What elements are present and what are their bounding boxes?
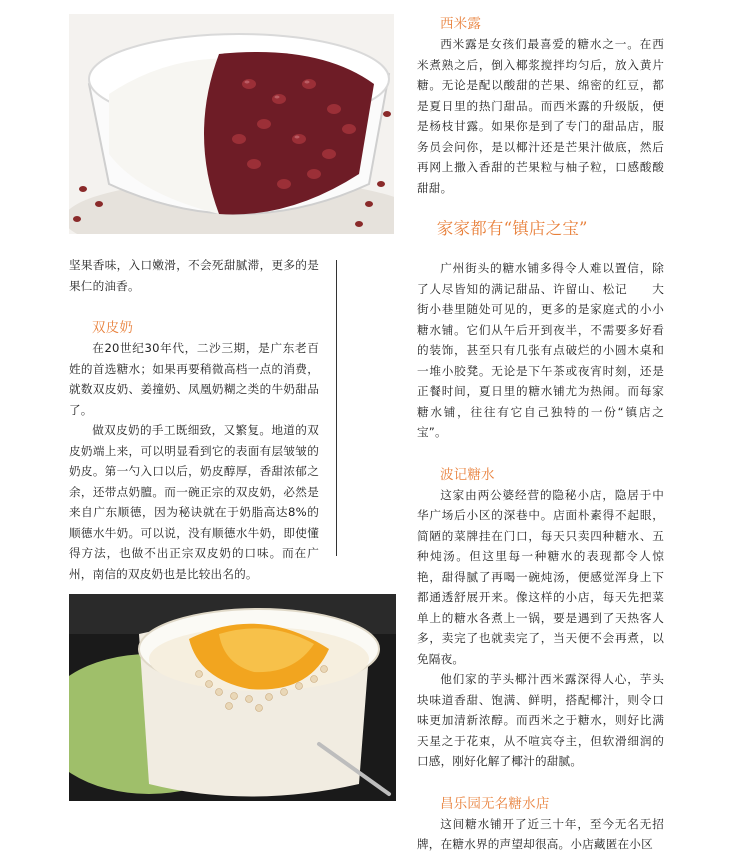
shuangpinai-title: 双皮奶 <box>91 320 134 336</box>
column-divider <box>336 260 337 556</box>
ximilu-title: 西米露 <box>439 16 482 32</box>
boji-paragraph-2: 他们家的芋头椰汁西米露深得人心，芋头块味道香甜、饱满、鲜明，搭配椰汁，则令口味更加清新浓醇。而西米之于糖水，则好比满天星之于花束，从不喧宾夺主，但软滑细润的口感，刚好化解了椰汁的甜腻。 <box>417 672 664 768</box>
shuangpinai-paragraph-1: 在20世纪30年代，二沙三期，是广东老百姓的首选糖水；如果再要稍微高档一点的消费，就数双皮奶、姜撞奶、凤凰奶糊之类的牛奶甜品了。 <box>69 341 319 417</box>
left-column <box>69 255 319 584</box>
ximilu-paragraph-1: 西米露是女孩们最喜爱的糖水之一。在西米煮熟之后，倒入椰浆搅拌均匀后，放入黄片糖。无论是配以酸甜的芒果、绵密的红豆，都是夏日里的热门甜品。而西米露的升级版，便是杨枝甘露。如果你是到了专门的甜品店，服务员会问你，是以椰汁还是芒果汁做底，然后再网上撒入香甜的芒果粒与柚子粒，口感酸酸甜甜。 <box>417 37 664 195</box>
intro-paragraph: 坚果香味，入口嫩滑，不会死甜腻滞，更多的是果仁的油香。 <box>69 258 319 293</box>
changleyuan-title: 昌乐园无名糖水店 <box>439 795 550 812</box>
red-bean-dessert-photo <box>69 14 394 234</box>
section-title: 家家都有“镇店之宝” <box>436 219 588 238</box>
shuangpinai-paragraph-2: 做双皮奶的手工既细致，又繁复。地道的双皮奶端上来，可以明显看到它的表面有层皱皱的奶皮。第一勺入口以后，奶皮醇厚，香甜浓郁之余，还带点奶膻。而一碗正宗的双皮奶，必然是来自广东顺德，因为秘诀就在于奶脂高达8%的顺德水牛奶。可以说，没有顺德水牛奶，即使懂得方法，也做不出正宗双皮奶的口味。而在广州，南信的双皮奶也是比较出名的。 <box>69 423 319 581</box>
right-column <box>417 14 664 855</box>
mango-sago-photo <box>69 594 396 801</box>
boji-title: 波记糖水 <box>439 466 495 483</box>
changleyuan-paragraph-1: 这间糖水铺开了近三十年，至今无名无招牌，在糖水界的声望却很高。小店藏匿在小区 <box>417 816 664 851</box>
section-paragraph-1: 广州街头的糖水铺多得令人难以置信，除了人尽皆知的满记甜品、许留山、松记 大街小巷里随处可见的，更多的是家庭式的小小糖水铺。它们从午后开到夜半，不需要多好看的装饰，甚至只有几张有点破烂的小圆木桌和一堆小胶凳。无论是下午茶或夜宵时刻，还是正餐时间，夏日里的糖水铺尤为热闹。而每家糖水铺，往往有它自己独特的一份“镇店之宝”。 <box>417 261 664 439</box>
boji-paragraph-1: 这家由两公婆经营的隐秘小店，隐居于中华广场后小区的深巷中。店面朴素得不起眼，简陋的菜牌挂在门口，每天只卖四种糖水、五种炖汤。但这里每一种糖水的表现都令人惊艳，甜得腻了再喝一碗炖汤，便感觉浑身上下都通透舒展开来。像这样的小店，每天先把菜单上的糖水各煮上一锅，要是遇到了天热客人多，卖完了也就卖完了，当天便不会再煮，以免隔夜。 <box>417 487 664 666</box>
